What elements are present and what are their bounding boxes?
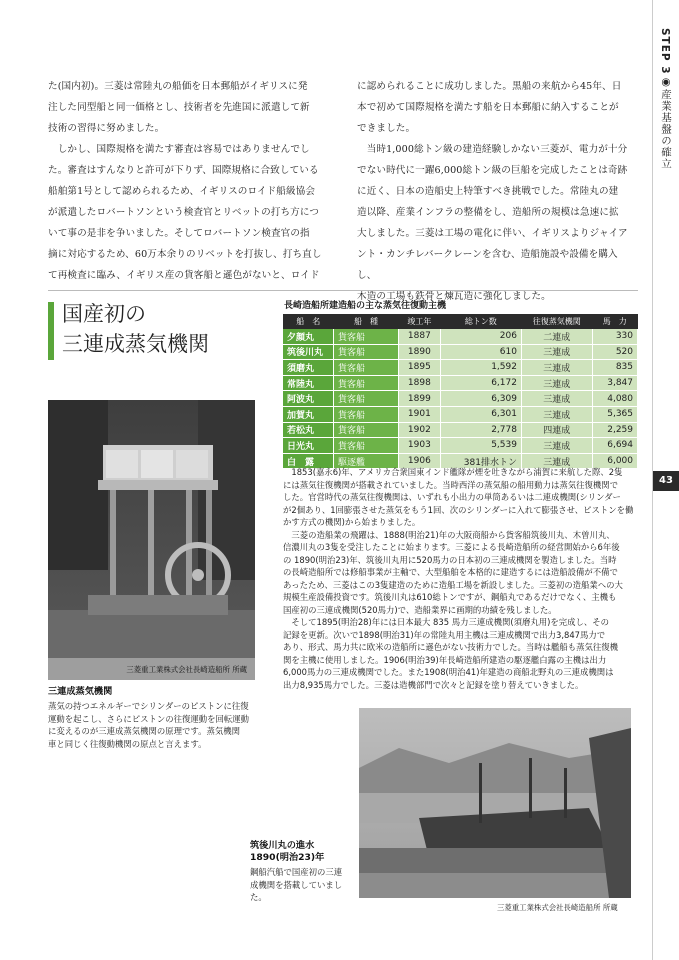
col-header-ship-name: 船 名	[283, 314, 334, 329]
cell-engine: 三連成	[521, 406, 592, 422]
cell-ship-name: 若松丸	[283, 422, 334, 438]
cell-horsepower: 3,847	[592, 375, 637, 391]
engine-photo	[48, 400, 255, 680]
table-row	[283, 329, 638, 344]
cell-tonnage: 6,309	[440, 391, 521, 407]
cell-year: 1906	[399, 453, 441, 469]
cell-tonnage: 6,301	[440, 406, 521, 422]
cell-ship-name: 阿波丸	[283, 391, 334, 407]
table-row	[283, 344, 638, 360]
cell-ship-name: 加賀丸	[283, 406, 334, 422]
engine-caption-body: 蒸気の持つエネルギーでシリンダーのピストンに往復 運動を起こし、さらにピストンの往復運動を回転運動 に変えるのが三連成蒸気機関の原理です。蒸気機関 車と同じく往復動機関の原点と言えます。	[48, 701, 249, 749]
cell-tonnage: 610	[440, 344, 521, 360]
main-body-text: 1853(嘉永6)年、アメリカ合衆国東インド艦隊が煙を吐きながら浦賀に来航した際、2隻 には蒸気往復機関が搭載されていました。当時西洋の蒸気船の船用動力は蒸気往復機関で した。官営時代の蒸気往復機関は、いずれも小出力の単筒あるいは二連成機関(シリンダー が2個あり、1回膨張させた蒸気をもう1回、次のシリンダーに入れて膨張させ、ピストンを働 かす方式の機関)から始まりました。 三菱の造船業の飛躍は、1888(明治21)年の大阪商船から貨客船筑後川丸、木曽川丸、 信濃川丸の3隻を受注したことに始まります。三菱による長崎造船所の経営開始から6年後 の 1890(明治23)年、筑後川丸用に520馬力の日本初の三連成機関を製造しました。当時 の長崎造船所では修船事業が主軸で、大型船舶を本格的に建造するには造船設備が不備で あったため、三菱はこの3隻建造のために造船工場を新設しました。三菱初の造船業への大 規模生産設備投資です。筑後川丸は610総トンですが、鋼船丸であるだけでなく、主機も 国産初の三連成機関(520馬力)で、造船業界に画期的功績を残しました。 そして1895(明治28)年には日本最大 835 馬力三連成機関(須磨丸用)を完成し、その 記録を更新。次いで1898(明治31)年の常陸丸用主機は三連成機関で出力3,847馬力で あり、形式、馬力共に欧米の造船所に遜色がない技術力でした。当時は艦船も蒸気往復機 関を主機に使用しました。1906(明治39)年長崎造船所建造の駆逐艦白露の主機は出力 6,000馬力の三連成機関でした。また1908(明治41)年建造の商船北野丸の三連成機関は 出力8,935馬力でした。三菱は造機部門で次々と記録を塗り替えていきました。	[283, 467, 634, 690]
col-header-ship-type: 船 種	[334, 314, 399, 329]
cell-horsepower: 6,694	[592, 438, 637, 454]
cell-year: 1899	[399, 391, 441, 407]
intro-left-column: た(国内初)。三菱は常陸丸の船価を日本郵船がイギリスに発 注した同型船と同一価格とし、技術者を先進国に派遣して新 技術の習得に努めました。 しかし、国際規格を満たす審査は容易ではありませんでし た。審査はすんなりと許可が下りず、国際規格に合致している 船舶第1号として認められるため、イギリスのロイド船級協会 が派遣したロバートソンという検査官とリベットの打ち方につ いて事の是非を争いました。そしてロバートソン検査官の指 摘に対応するため、60万本余りのリベットを打抜し、打ち直し て再検査に臨み、イギリス産の貨客船と遜色がないと、ロイド	[48, 81, 322, 281]
cell-ship-name: 白 露	[283, 453, 334, 469]
intro-right-column: に認められることに成功しました。黒船の来航から45年、日 本で初めて国際規格を満たす船を日本郵船に納入することが できました。 当時1,000総トン級の建造経験しかない三菱が、電力が十分 でない時代に一躍6,000総トン級の巨船を完成したことは奇跡 に近く、日本の造船史上特筆すべき挑戦でした。常陸丸の建 造以降、産業インフラの整備をし、造船所の規模は急速に拡 大しました。三菱は工場の電化に伴い、イギリスよりジャイア ント・カンチレバークレーンを含む、造船施設や設備を購入し、 木造の工場も鉄骨と煉瓦造に強化しました。	[357, 81, 628, 302]
cell-ship-type: 貨客船	[334, 391, 399, 407]
section-title: 国産初の 三連成蒸気機関	[62, 302, 209, 356]
table-row	[283, 438, 638, 454]
steam-engine-illustration	[48, 400, 255, 680]
cell-engine: 三連成	[521, 438, 592, 454]
sidebar	[652, 0, 679, 960]
col-header-engine: 往復蒸気機関	[521, 314, 592, 329]
cell-ship-type: 貨客船	[334, 329, 399, 344]
cell-ship-type: 貨客船	[334, 360, 399, 376]
cell-year: 1895	[399, 360, 441, 376]
ship-table	[283, 314, 638, 469]
engine-photo-credit: 三菱重工業株式会社長崎造船所 所蔵	[126, 665, 247, 674]
col-header-horsepower: 馬 力	[592, 314, 637, 329]
cell-tonnage: 5,539	[440, 438, 521, 454]
cell-ship-type: 貨客船	[334, 344, 399, 360]
cell-year: 1901	[399, 406, 441, 422]
cell-horsepower: 835	[592, 360, 637, 376]
cell-engine: 二連成	[521, 329, 592, 344]
cell-horsepower: 2,259	[592, 422, 637, 438]
page-number: 43	[653, 471, 679, 491]
cell-tonnage: 6,172	[440, 375, 521, 391]
cell-horsepower: 6,000	[592, 453, 637, 469]
cell-horsepower: 330	[592, 329, 637, 344]
cell-tonnage: 2,778	[440, 422, 521, 438]
cell-tonnage: 381排水トン	[440, 453, 521, 469]
cell-ship-type: 駆逐艦	[334, 453, 399, 469]
cell-engine: 三連成	[521, 391, 592, 407]
step-label: STEP 3	[659, 28, 671, 75]
cell-engine: 三連成	[521, 375, 592, 391]
cell-year: 1898	[399, 375, 441, 391]
col-header-tonnage: 総トン数	[440, 314, 521, 329]
table-row	[283, 375, 638, 391]
col-header-year: 竣工年	[399, 314, 441, 329]
launch-caption-body: 鋼船汽船で国産初の三連 成機関を搭載していました。	[250, 867, 343, 902]
cell-horsepower: 5,365	[592, 406, 637, 422]
table-row	[283, 391, 638, 407]
cell-engine: 四連成	[521, 422, 592, 438]
cell-engine: 三連成	[521, 360, 592, 376]
cell-year: 1903	[399, 438, 441, 454]
cell-ship-name: 筑後川丸	[283, 344, 334, 360]
table-title: 長崎造船所建造船の主な蒸気往復動主機	[284, 301, 447, 311]
cell-ship-name: 常陸丸	[283, 375, 334, 391]
cell-ship-type: 貨客船	[334, 422, 399, 438]
cell-ship-name: 日光丸	[283, 438, 334, 454]
table-row	[283, 406, 638, 422]
cell-engine: 三連成	[521, 453, 592, 469]
cell-year: 1902	[399, 422, 441, 438]
launch-caption-title: 筑後川丸の進水 1890(明治23)年	[250, 840, 325, 863]
cell-ship-type: 貨客船	[334, 406, 399, 422]
cell-engine: 三連成	[521, 344, 592, 360]
cell-horsepower: 4,080	[592, 391, 637, 407]
engine-caption-title: 三連成蒸気機関	[48, 686, 113, 697]
cell-ship-name: 須磨丸	[283, 360, 334, 376]
cell-ship-type: 貨客船	[334, 438, 399, 454]
cell-tonnage: 206	[440, 329, 521, 344]
cell-year: 1887	[399, 329, 441, 344]
intro-bottom-rule	[48, 290, 638, 291]
launch-photo-credit: 三菱重工業株式会社長崎造船所 所蔵	[497, 903, 618, 912]
cell-ship-type: 貨客船	[334, 375, 399, 391]
chapter-label: ◉産業基盤の確立	[660, 76, 672, 170]
table-row	[283, 422, 638, 438]
cell-ship-name: 夕顔丸	[283, 329, 334, 344]
cell-year: 1890	[399, 344, 441, 360]
ship-launch-illustration	[359, 708, 631, 898]
section-title-accent	[48, 302, 54, 360]
launch-photo	[359, 708, 631, 898]
cell-horsepower: 520	[592, 344, 637, 360]
table-row	[283, 360, 638, 376]
table-header-row	[283, 314, 638, 329]
cell-tonnage: 1,592	[440, 360, 521, 376]
